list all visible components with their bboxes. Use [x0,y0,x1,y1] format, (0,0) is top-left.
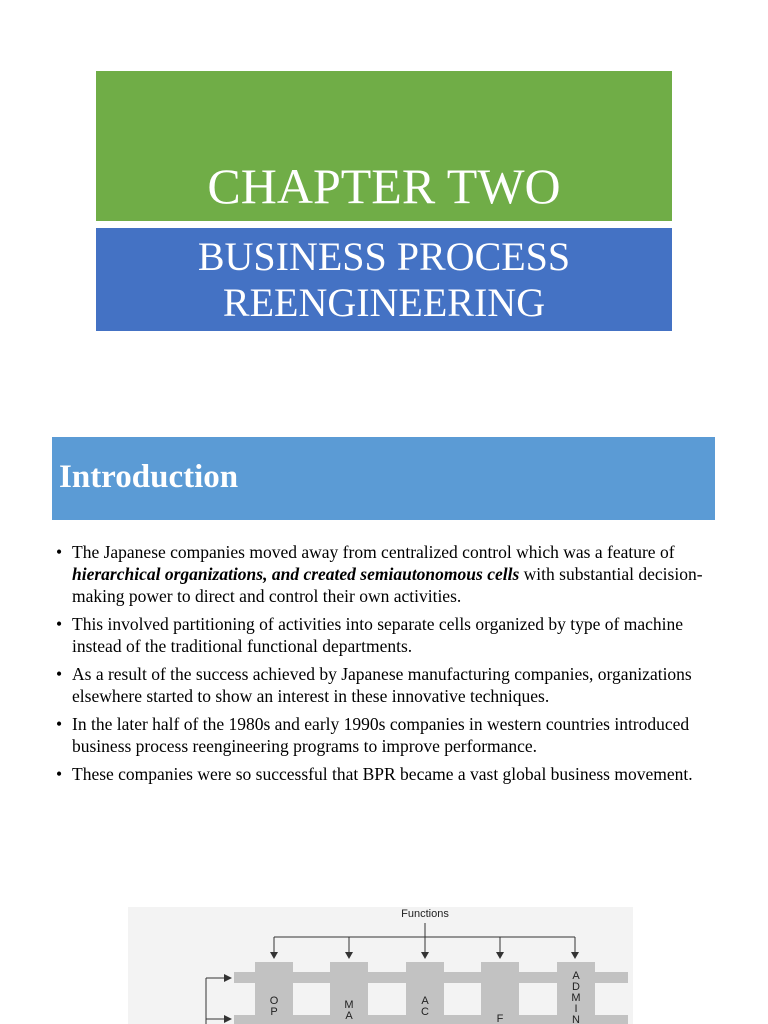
functions-label: Functions [401,908,449,920]
chapter-subtitle-banner [96,228,672,331]
column-letter: F [496,1013,504,1024]
bullet-item [52,713,722,757]
bullet-text: As a result of the success achieved by Japanese manufacturing companies, organizations elsewhere started to show an interest in these innovative techniques. [72,664,692,706]
bullet-emphasis: hierarchical organizations, and created semiautonomous cells [72,564,520,584]
bullet-dot-icon: • [56,764,63,784]
column-letter: N [572,1014,580,1024]
column-letter: P [270,1006,278,1018]
chapter-subtitle-line2: REENGINEERING [222,279,546,325]
bullet-dot-icon: • [56,542,63,562]
column-letter: I [574,1003,578,1015]
introduction-bullet-list [52,541,722,791]
introduction-heading: Introduction [59,459,239,495]
column-letter: D [572,981,580,993]
bullet-text: These companies were so successful that BPR became a vast global business movement. [72,764,693,784]
chapter-subtitle-line1: BUSINESS PROCESS [197,233,571,279]
column-letter: A [345,1010,353,1022]
bullet-dot-icon: • [56,714,63,734]
chapter-title: CHAPTER TWO [207,158,561,214]
bullet-item [52,663,722,707]
bullet-text: In the later half of the 1980s and early 1990s companies in western countries introduced business process reengineering programs to improve performance. [72,714,690,756]
column-letter: M [344,999,354,1011]
bullet-item [52,613,722,657]
bullet-text-end: with substantial decision-making power to direct and control their own activities. [72,564,703,606]
bullet-item [52,541,722,607]
column-letter: A [421,995,429,1007]
introduction-heading-bar [52,437,715,520]
bullet-dot-icon: • [56,664,63,684]
bullet-dot-icon: • [56,614,63,634]
functions-diagram [128,895,633,1024]
column-letter: A [572,970,580,982]
bullet-item [52,763,722,785]
column-letter: M [571,992,581,1004]
bullet-text: The Japanese companies moved away from centralized control which was a feature of [72,542,675,562]
bullet-text: This involved partitioning of activities into separate cells organized by type of machine instead of the traditional functional departments. [72,614,684,656]
column-letter: C [421,1006,429,1018]
chapter-title-banner [96,71,672,221]
column-letter: O [269,995,279,1007]
